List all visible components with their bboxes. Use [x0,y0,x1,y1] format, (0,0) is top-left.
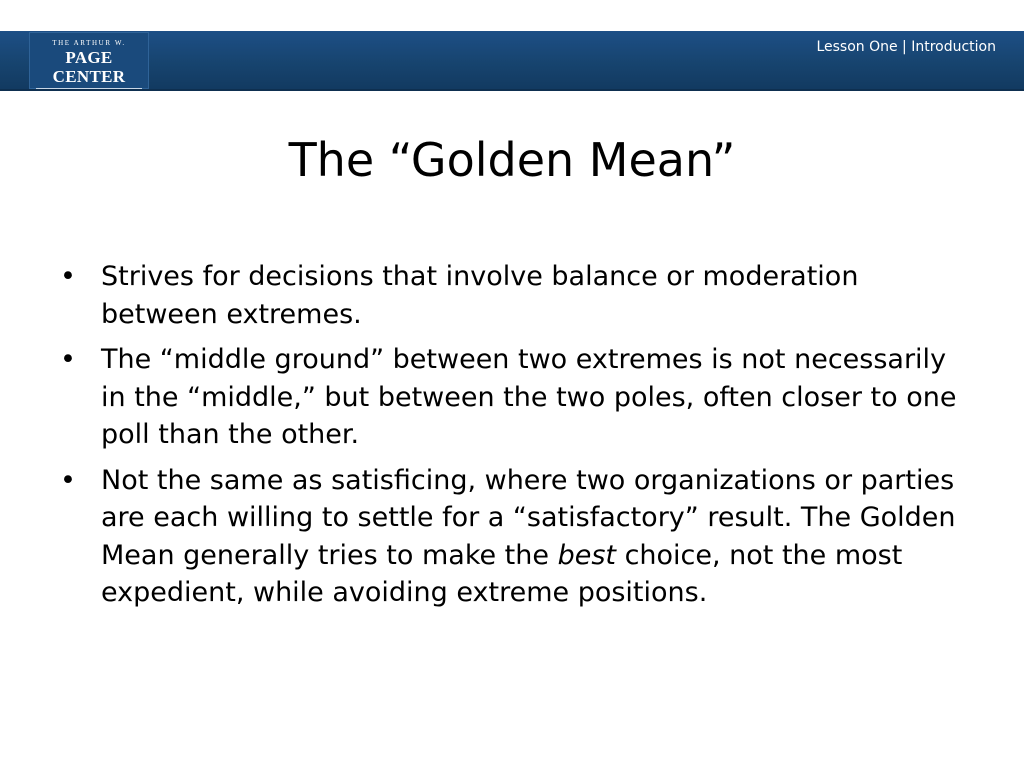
logo-top-line: THE ARTHUR W. [52,39,126,47]
bullet-item [58,341,978,454]
bullet-text-before: Not the same as satisficing, where two organizations or parties are each willing to settle for a “satisfactory” result. The Golden Mean generally tries to make the [101,464,956,571]
bullet-text [101,465,956,609]
bullet-text: The “middle ground” between two extremes is not necessarily in the “middle,” but between the two poles, often closer to one poll than the other. [101,344,957,450]
bullet-icon: • [60,344,76,375]
page-center-logo [29,32,149,98]
bullet-text-after: choice, not the most expedient, while avoiding extreme positions. [101,539,903,608]
slide-title: The “Golden Mean” [288,133,736,187]
bullet-emphasis: best [557,539,616,571]
logo-divider [36,88,142,89]
bullet-icon: • [60,261,76,292]
bullet-list [58,258,978,620]
bullet-item [58,462,978,612]
bullet-item [58,258,978,333]
bullet-icon: • [60,464,76,496]
bullet-text: Strives for decisions that involve balance or moderation between extremes. [101,261,859,330]
logo-name: PAGE CENTER [52,48,126,86]
lesson-label: Lesson One | Introduction [816,39,996,55]
logo-tagline: for integrity in public communication [40,91,138,98]
